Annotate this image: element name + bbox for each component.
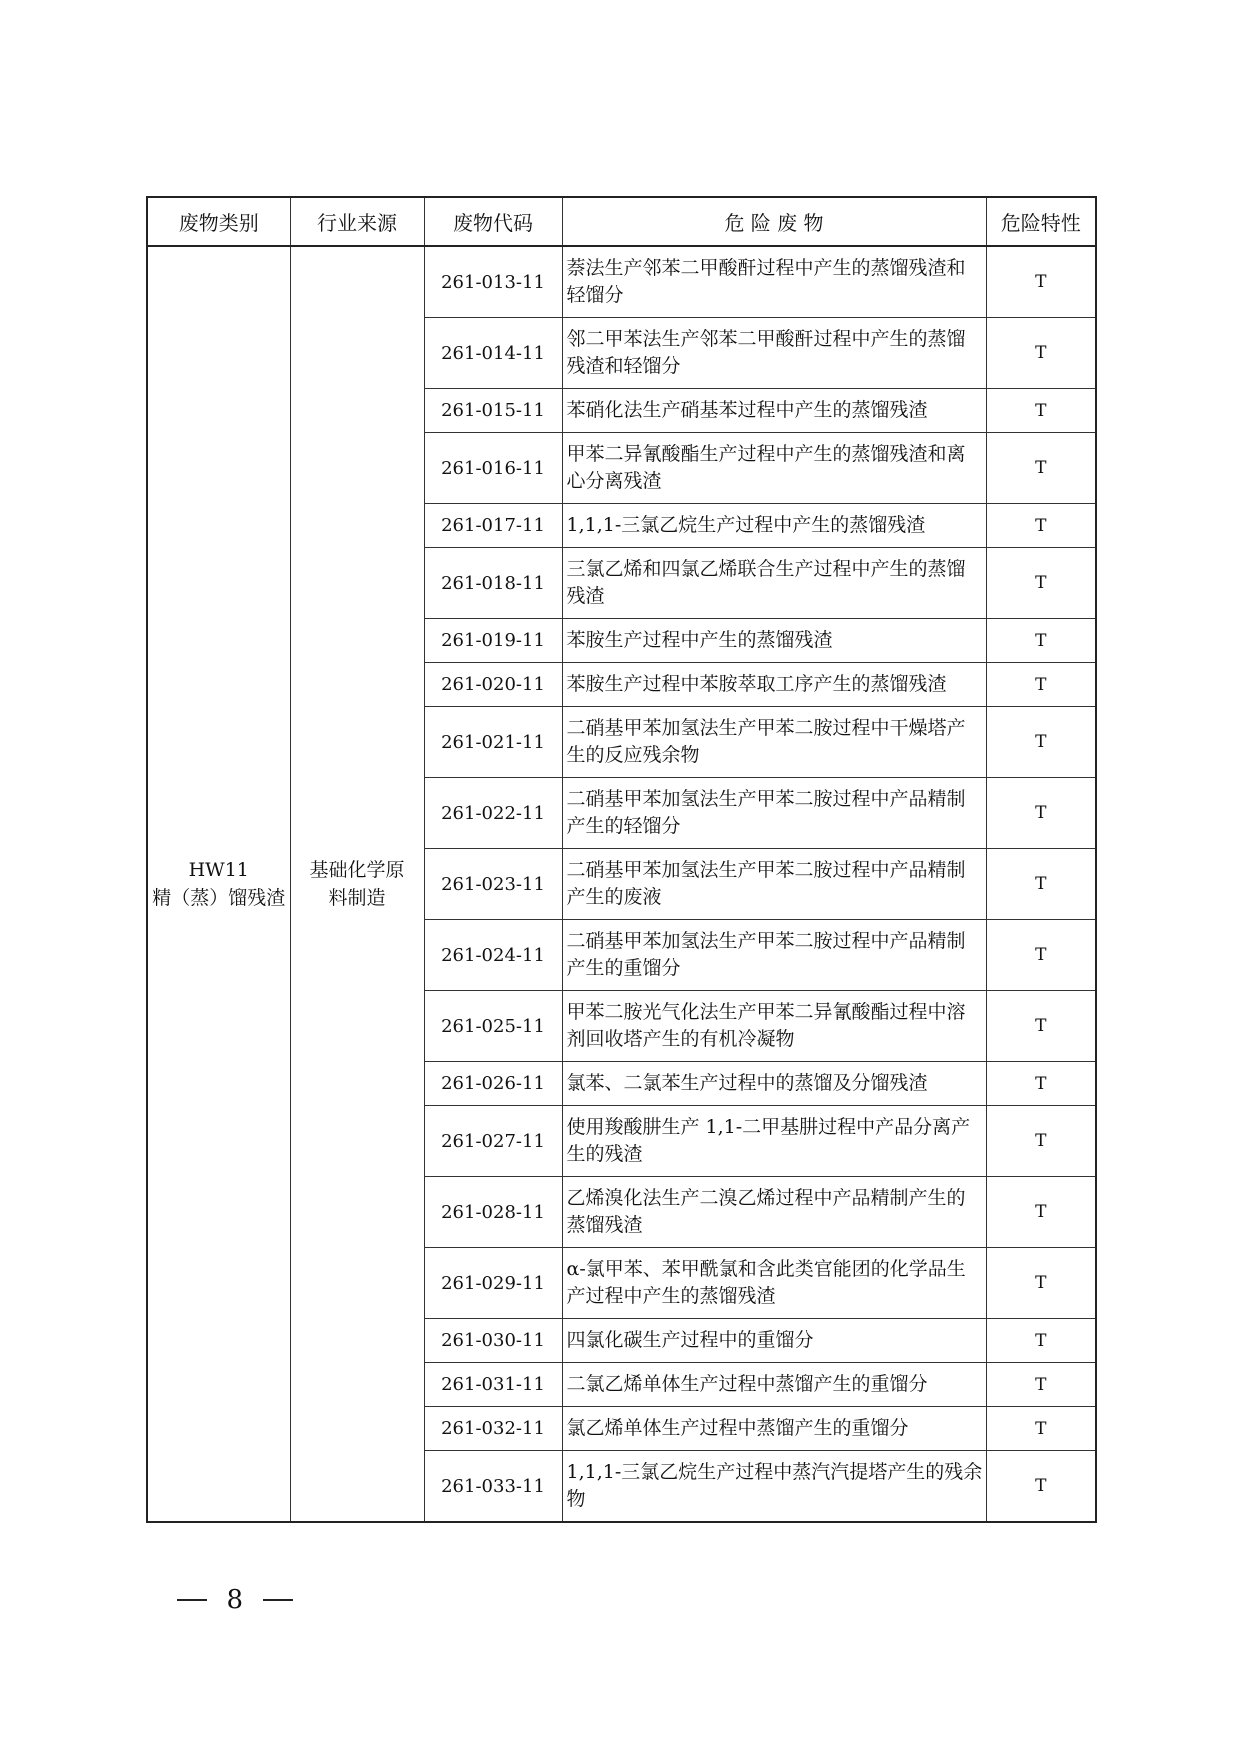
waste-description-cell: 苯胺生产过程中苯胺萃取工序产生的蒸馏残渣 bbox=[562, 663, 986, 707]
hazard-characteristic-cell: T bbox=[986, 707, 1096, 778]
waste-description-cell: 萘法生产邻苯二甲酸酐过程中产生的蒸馏残渣和轻馏分 bbox=[562, 246, 986, 318]
waste-description-cell: 甲苯二胺光气化法生产甲苯二异氰酸酯过程中溶剂回收塔产生的有机冷凝物 bbox=[562, 991, 986, 1062]
hazard-characteristic-cell: T bbox=[986, 433, 1096, 504]
waste-description-cell: 四氯化碳生产过程中的重馏分 bbox=[562, 1319, 986, 1363]
page-footer bbox=[160, 1554, 293, 1615]
waste-description-cell: 二硝基甲苯加氢法生产甲苯二胺过程中产品精制产生的废液 bbox=[562, 849, 986, 920]
hazard-characteristic-cell: T bbox=[986, 548, 1096, 619]
waste-description-cell: 氯苯、二氯苯生产过程中的蒸馏及分馏残渣 bbox=[562, 1062, 986, 1106]
waste-description-cell: 氯乙烯单体生产过程中蒸馏产生的重馏分 bbox=[562, 1407, 986, 1451]
hazard-characteristic-cell: T bbox=[986, 389, 1096, 433]
hazard-characteristic-cell: T bbox=[986, 663, 1096, 707]
hazard-characteristic-cell: T bbox=[986, 619, 1096, 663]
waste-code-cell: 261-027-11 bbox=[424, 1106, 562, 1177]
waste-code-cell: 261-030-11 bbox=[424, 1319, 562, 1363]
hazard-characteristic-cell: T bbox=[986, 504, 1096, 548]
category-cell bbox=[147, 246, 290, 1522]
category-code: HW11 bbox=[188, 859, 249, 881]
waste-description-cell: 1,1,1-三氯乙烷生产过程中产生的蒸馏残渣 bbox=[562, 504, 986, 548]
waste-code-cell: 261-032-11 bbox=[424, 1407, 562, 1451]
waste-code-cell: 261-031-11 bbox=[424, 1363, 562, 1407]
footer-dash-right bbox=[263, 1599, 293, 1601]
hazard-characteristic-cell: T bbox=[986, 1062, 1096, 1106]
table-header-row bbox=[147, 197, 1096, 246]
waste-description-cell: 苯胺生产过程中产生的蒸馏残渣 bbox=[562, 619, 986, 663]
hazard-characteristic-cell: T bbox=[986, 1363, 1096, 1407]
waste-code-cell: 261-023-11 bbox=[424, 849, 562, 920]
header-waste-category: 废物类别 bbox=[147, 197, 290, 246]
waste-code-cell: 261-033-11 bbox=[424, 1451, 562, 1523]
waste-code-cell: 261-019-11 bbox=[424, 619, 562, 663]
hazard-characteristic-cell: T bbox=[986, 1177, 1096, 1248]
industry-source-cell bbox=[290, 246, 424, 1522]
waste-code-cell: 261-014-11 bbox=[424, 318, 562, 389]
waste-description-cell: 甲苯二异氰酸酯生产过程中产生的蒸馏残渣和离心分离残渣 bbox=[562, 433, 986, 504]
waste-code-cell: 261-015-11 bbox=[424, 389, 562, 433]
footer-dash-left bbox=[177, 1599, 207, 1601]
page-number: 8 bbox=[226, 1585, 244, 1615]
hazard-characteristic-cell: T bbox=[986, 920, 1096, 991]
waste-description-cell: 乙烯溴化法生产二溴乙烯过程中产品精制产生的蒸馏残渣 bbox=[562, 1177, 986, 1248]
waste-description-cell: 二硝基甲苯加氢法生产甲苯二胺过程中产品精制产生的重馏分 bbox=[562, 920, 986, 991]
header-hazardous-waste: 危 险 废 物 bbox=[562, 197, 986, 246]
waste-description-cell: 苯硝化法生产硝基苯过程中产生的蒸馏残渣 bbox=[562, 389, 986, 433]
waste-description-cell: 使用羧酸肼生产 1,1-二甲基肼过程中产品分离产生的残渣 bbox=[562, 1106, 986, 1177]
hazard-characteristic-cell: T bbox=[986, 318, 1096, 389]
waste-code-cell: 261-022-11 bbox=[424, 778, 562, 849]
waste-code-cell: 261-020-11 bbox=[424, 663, 562, 707]
waste-description-cell: 二硝基甲苯加氢法生产甲苯二胺过程中干燥塔产生的反应残余物 bbox=[562, 707, 986, 778]
waste-code-cell: 261-018-11 bbox=[424, 548, 562, 619]
waste-description-cell: 三氯乙烯和四氯乙烯联合生产过程中产生的蒸馏残渣 bbox=[562, 548, 986, 619]
waste-code-cell: 261-017-11 bbox=[424, 504, 562, 548]
hazard-characteristic-cell: T bbox=[986, 1106, 1096, 1177]
table-body bbox=[147, 246, 1096, 1522]
hazard-characteristic-cell: T bbox=[986, 1407, 1096, 1451]
waste-code-cell: 261-016-11 bbox=[424, 433, 562, 504]
waste-description-cell: 邻二甲苯法生产邻苯二甲酸酐过程中产生的蒸馏残渣和轻馏分 bbox=[562, 318, 986, 389]
waste-code-cell: 261-025-11 bbox=[424, 991, 562, 1062]
waste-code-cell: 261-026-11 bbox=[424, 1062, 562, 1106]
waste-code-cell: 261-024-11 bbox=[424, 920, 562, 991]
industry-source-line2: 料制造 bbox=[328, 887, 386, 909]
header-waste-code: 废物代码 bbox=[424, 197, 562, 246]
hazard-characteristic-cell: T bbox=[986, 1451, 1096, 1523]
header-hazard-characteristic: 危险特性 bbox=[986, 197, 1096, 246]
table-row bbox=[147, 246, 1096, 318]
waste-description-cell: 二氯乙烯单体生产过程中蒸馏产生的重馏分 bbox=[562, 1363, 986, 1407]
waste-description-cell: 1,1,1-三氯乙烷生产过程中蒸汽汽提塔产生的残余物 bbox=[562, 1451, 986, 1523]
category-name: 精（蒸）馏残渣 bbox=[152, 887, 286, 909]
waste-code-cell: 261-021-11 bbox=[424, 707, 562, 778]
waste-code-cell: 261-028-11 bbox=[424, 1177, 562, 1248]
waste-description-cell: 二硝基甲苯加氢法生产甲苯二胺过程中产品精制产生的轻馏分 bbox=[562, 778, 986, 849]
header-industry-source: 行业来源 bbox=[290, 197, 424, 246]
waste-description-cell: α-氯甲苯、苯甲酰氯和含此类官能团的化学品生产过程中产生的蒸馏残渣 bbox=[562, 1248, 986, 1319]
hazard-characteristic-cell: T bbox=[986, 991, 1096, 1062]
industry-source-line1: 基础化学原 bbox=[309, 859, 405, 881]
hazard-characteristic-cell: T bbox=[986, 1248, 1096, 1319]
hazard-characteristic-cell: T bbox=[986, 1319, 1096, 1363]
waste-code-cell: 261-013-11 bbox=[424, 246, 562, 318]
hazard-characteristic-cell: T bbox=[986, 778, 1096, 849]
waste-code-cell: 261-029-11 bbox=[424, 1248, 562, 1319]
hazard-characteristic-cell: T bbox=[986, 246, 1096, 318]
hazardous-waste-table bbox=[146, 196, 1097, 1523]
hazard-characteristic-cell: T bbox=[986, 849, 1096, 920]
